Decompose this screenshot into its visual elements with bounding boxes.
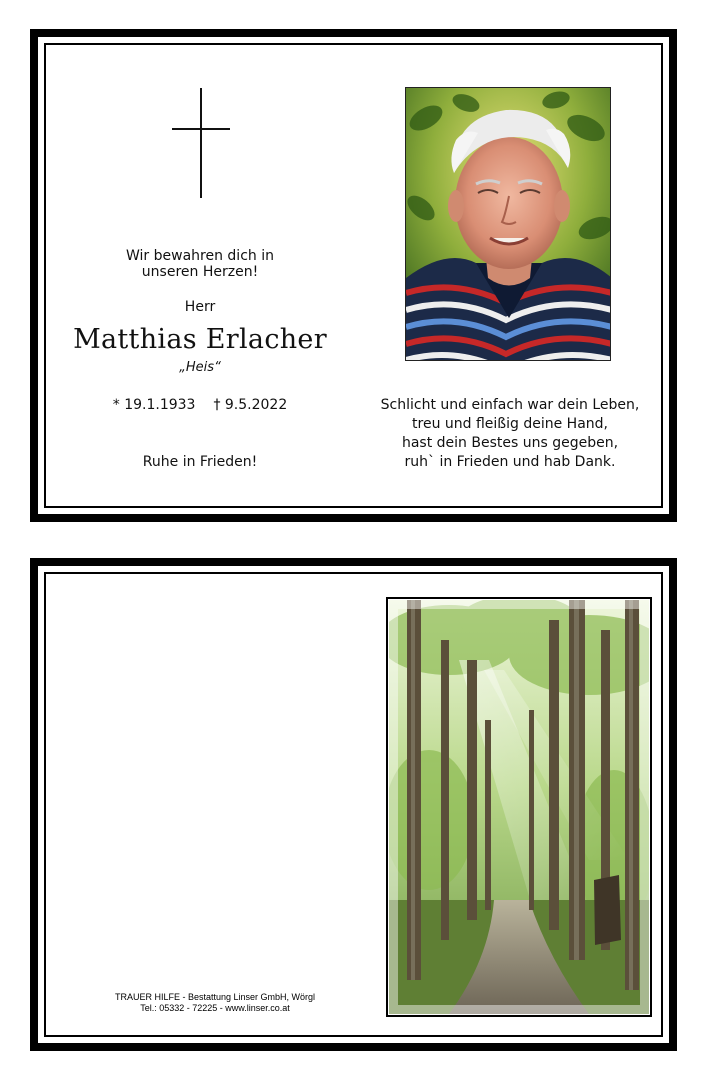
life-dates [100, 397, 300, 413]
farewell-text: Ruhe in Frieden! [142, 454, 258, 470]
remember-line-1: Wir bewahren dich in [126, 248, 274, 264]
nickname: „Heis“ [179, 360, 221, 375]
footer-line-1: TRAUER HILFE - Bestattung Linser GmbH, Wörgl [114, 992, 316, 1002]
poem-line-1: Schlicht und einfach war dein Leben, [380, 397, 640, 413]
footer-line-2: Tel.: 05332 - 72225 - www.linser.co.at [140, 1003, 290, 1013]
remember-text [90, 248, 310, 280]
poem [365, 396, 655, 472]
honorific: Herr [184, 299, 216, 315]
death-date: † 9.5.2022 [213, 397, 288, 413]
remember-line-2: unseren Herzen! [141, 264, 259, 280]
birth-date: * 19.1.1933 [112, 397, 196, 413]
forest-image [389, 600, 649, 1014]
funeral-home-footer [90, 992, 340, 1014]
poem-line-2: treu und fleißig deine Hand, [412, 416, 608, 432]
deceased-name: Matthias Erlacher [73, 324, 327, 355]
portrait-photo [405, 87, 611, 361]
poem-line-3: hast dein Bestes uns gegeben, [401, 435, 619, 451]
cross-icon [172, 88, 230, 198]
poem-line-4: ruh` in Frieden und hab Dank. [404, 454, 616, 470]
